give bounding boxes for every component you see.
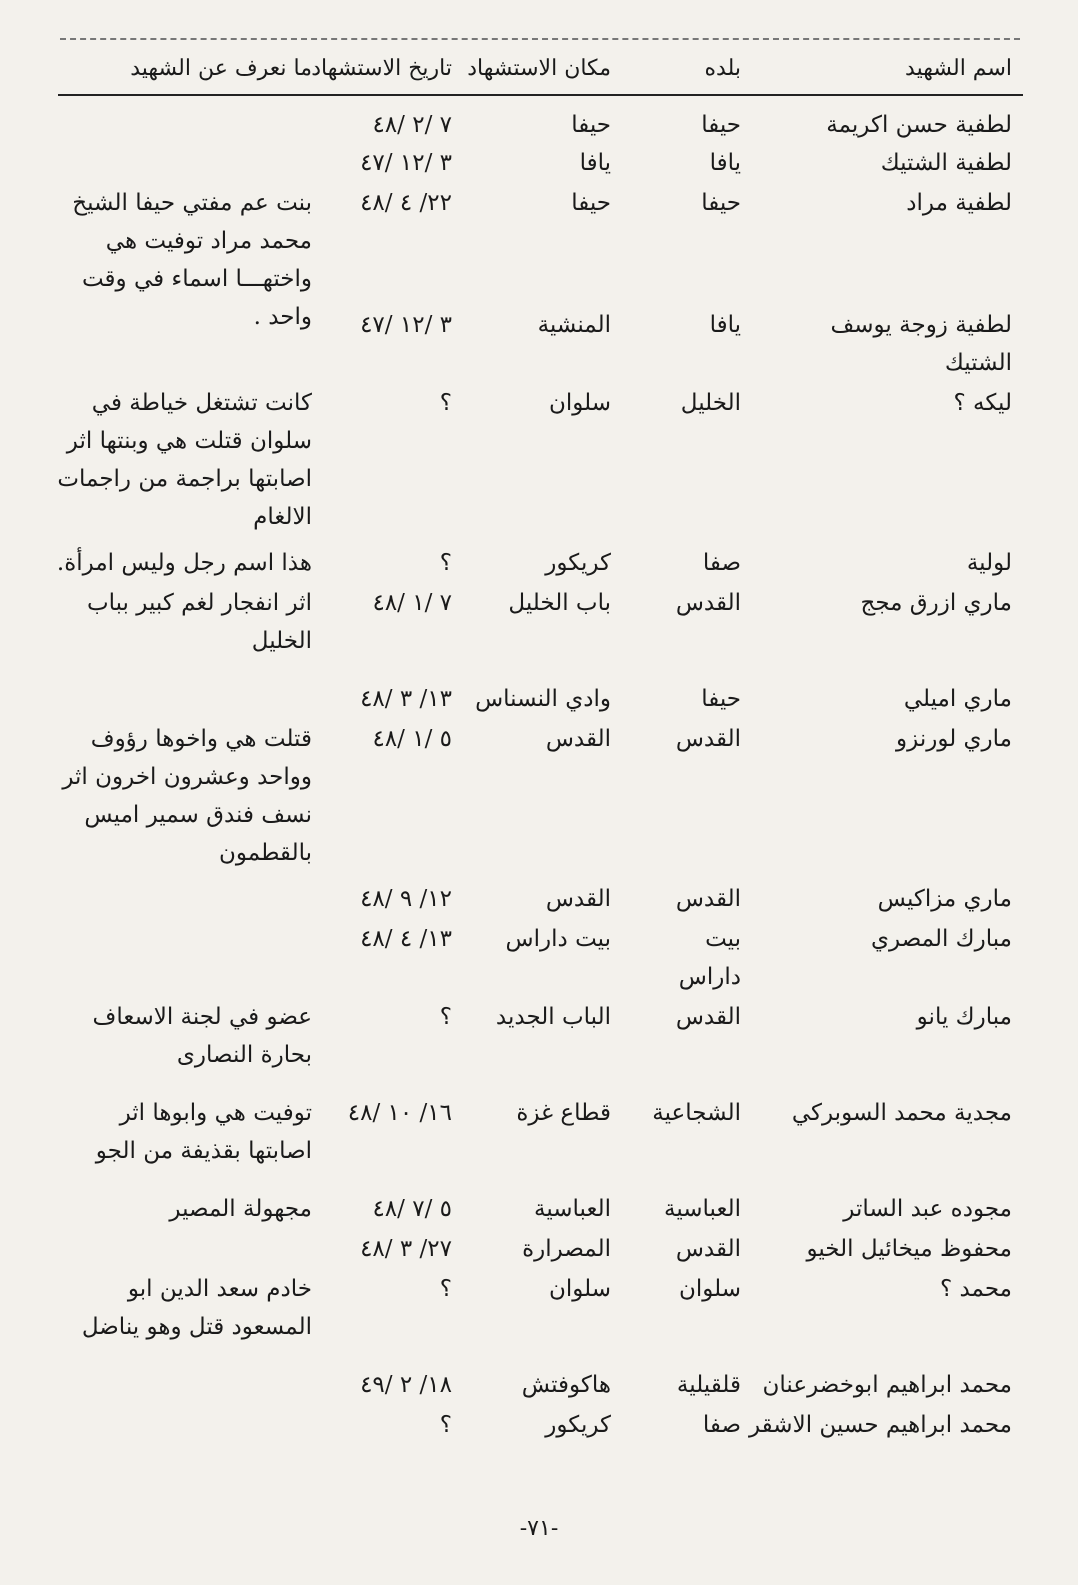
town-cell: يافا	[709, 312, 741, 338]
header-rule	[58, 94, 1023, 96]
place-cell: كريكور	[545, 1412, 611, 1438]
name-cell: ماري اميلي	[903, 686, 1012, 712]
date-cell: ؟	[439, 1276, 452, 1302]
date-cell: ٥ /٧ /٤٨	[372, 1196, 452, 1222]
date-cell: ١٣/ ٤ /٤٨	[360, 926, 452, 952]
town-cell: القدس	[675, 886, 741, 912]
name-cell: لطفية الشتيك	[880, 150, 1012, 176]
place-cell: بيت داراس	[505, 926, 611, 952]
place-cell: قطاع غزة	[516, 1100, 611, 1126]
town-cell: حيفا	[701, 190, 741, 216]
date-cell: ١٣/ ٣ /٤٨	[360, 686, 452, 712]
date-cell: ٧ /٢ /٤٨	[372, 112, 452, 138]
town-cell: العباسية	[664, 1196, 741, 1222]
name-cell: لطفية مراد	[906, 190, 1012, 216]
header-notes: ما نعرف عن الشهيد	[130, 56, 312, 81]
date-cell: ؟	[439, 550, 452, 576]
header-name: اسم الشهيد	[905, 56, 1012, 81]
place-cell: سلوان	[548, 390, 611, 416]
date-cell: ٣ /١٢ /٤٧	[360, 150, 452, 176]
date-cell: ٣ /١٢ /٤٧	[360, 312, 452, 338]
name-cell: محمد ابراهيم حسين الاشقر	[748, 1412, 1012, 1438]
date-cell: ١٢/ ٩ /٤٨	[360, 886, 452, 912]
date-cell: ١٦/ ١٠ /٤٨	[347, 1100, 452, 1126]
name-cell: ماري ازرق مجج	[860, 590, 1012, 616]
note-cell: بنت عم مفتي حيفا الشيخ محمد مراد توفيت هي واختهـــا اسماء في وقت واحد .	[72, 190, 312, 330]
header-place: مكان الاستشهاد	[467, 56, 611, 81]
top-rule	[60, 38, 1020, 40]
page-number: -٧١-	[519, 1516, 559, 1541]
place-cell: القدس	[545, 726, 611, 752]
town-cell: القدس	[675, 590, 741, 616]
date-cell: ٧ /١ /٤٨	[372, 590, 452, 616]
name-cell: لولية	[966, 550, 1012, 576]
town-cell: يافا	[709, 150, 741, 176]
place-cell: كريكور	[545, 550, 611, 576]
place-cell: القدس	[545, 886, 611, 912]
name-cell: لطفية حسن اكريمة	[826, 112, 1012, 138]
name-cell: ليكه ؟	[953, 390, 1012, 416]
place-cell: المنشية	[537, 312, 611, 338]
place-cell: العباسية	[534, 1196, 611, 1222]
date-cell: ١٨/ ٢ /٤٩	[360, 1372, 452, 1398]
name-cell: ماري لورنزو	[896, 726, 1012, 752]
name-cell: مبارك يانو	[916, 1004, 1012, 1030]
note-cell: مجهولة المصير	[169, 1196, 312, 1222]
note-cell: قتلت هي واخوها رؤوف وواحد وعشرون اخرون اثر نسف فندق سمير اميس بالقطمون	[62, 726, 312, 866]
place-cell: سلوان	[548, 1276, 611, 1302]
date-cell: ؟	[439, 390, 452, 416]
name-cell: مجدية محمد السوبركي	[791, 1100, 1012, 1126]
name-cell: محفوظ ميخائيل الخيو	[806, 1236, 1012, 1262]
note-cell: كانت تشتغل خياطة في سلوان قتلت هي وبنتها اثر اصابتها براجمة من راجمات الالغام	[57, 390, 312, 530]
note-cell: هذا اسم رجل وليس امرأة.	[56, 550, 312, 576]
name-cell: مجوده عبد الساتر	[843, 1196, 1012, 1222]
note-cell: توفيت هي وابوها اثر اصابتها بقذيفة من الجو	[95, 1100, 312, 1164]
name-cell: ماري مزاكيس	[877, 886, 1012, 912]
name-cell: محمد ابراهيم ابوخضرعنان	[762, 1372, 1012, 1398]
town-cell: بيت داراس	[678, 926, 741, 990]
header-town: بلده	[704, 56, 741, 81]
date-cell: ٢٢/ ٤ /٤٨	[360, 190, 452, 216]
place-cell: باب الخليل	[508, 590, 611, 616]
town-cell: القدس	[675, 1004, 741, 1030]
town-cell: الخليل	[680, 390, 741, 416]
name-cell: مبارك المصري	[871, 926, 1012, 952]
header-date: تاريخ الاستشهاد	[311, 56, 452, 81]
town-cell: القدس	[675, 1236, 741, 1262]
town-cell: حيفا	[701, 686, 741, 712]
note-cell: عضو في لجنة الاسعاف بحارة النصارى	[92, 1004, 312, 1068]
town-cell: الشجاعية	[652, 1100, 741, 1126]
town-cell: القدس	[675, 726, 741, 752]
date-cell: ؟	[439, 1004, 452, 1030]
date-cell: ٢٧/ ٣ /٤٨	[360, 1236, 452, 1262]
town-cell: سلوان	[678, 1276, 741, 1302]
place-cell: حيفا	[571, 112, 611, 138]
name-cell: لطفية زوجة يوسف الشتيك	[830, 312, 1012, 376]
date-cell: ؟	[439, 1412, 452, 1438]
place-cell: هاكوفتش	[521, 1372, 611, 1398]
town-cell: صفا	[702, 550, 741, 576]
name-cell: محمد ؟	[939, 1276, 1012, 1302]
place-cell: وادي النسناس	[475, 686, 611, 712]
town-cell: حيفا	[701, 112, 741, 138]
place-cell: يافا	[579, 150, 611, 176]
town-cell: صفا	[702, 1412, 741, 1438]
place-cell: حيفا	[571, 190, 611, 216]
place-cell: المصرارة	[522, 1236, 611, 1262]
town-cell: قلقيلية	[676, 1372, 741, 1398]
note-cell: خادم سعد الدين ابو المسعود قتل وهو يناضل	[81, 1276, 312, 1340]
place-cell: الباب الجديد	[495, 1004, 611, 1030]
note-cell: اثر انفجار لغم كبير بباب الخليل	[86, 590, 312, 654]
date-cell: ٥ /١ /٤٨	[372, 726, 452, 752]
